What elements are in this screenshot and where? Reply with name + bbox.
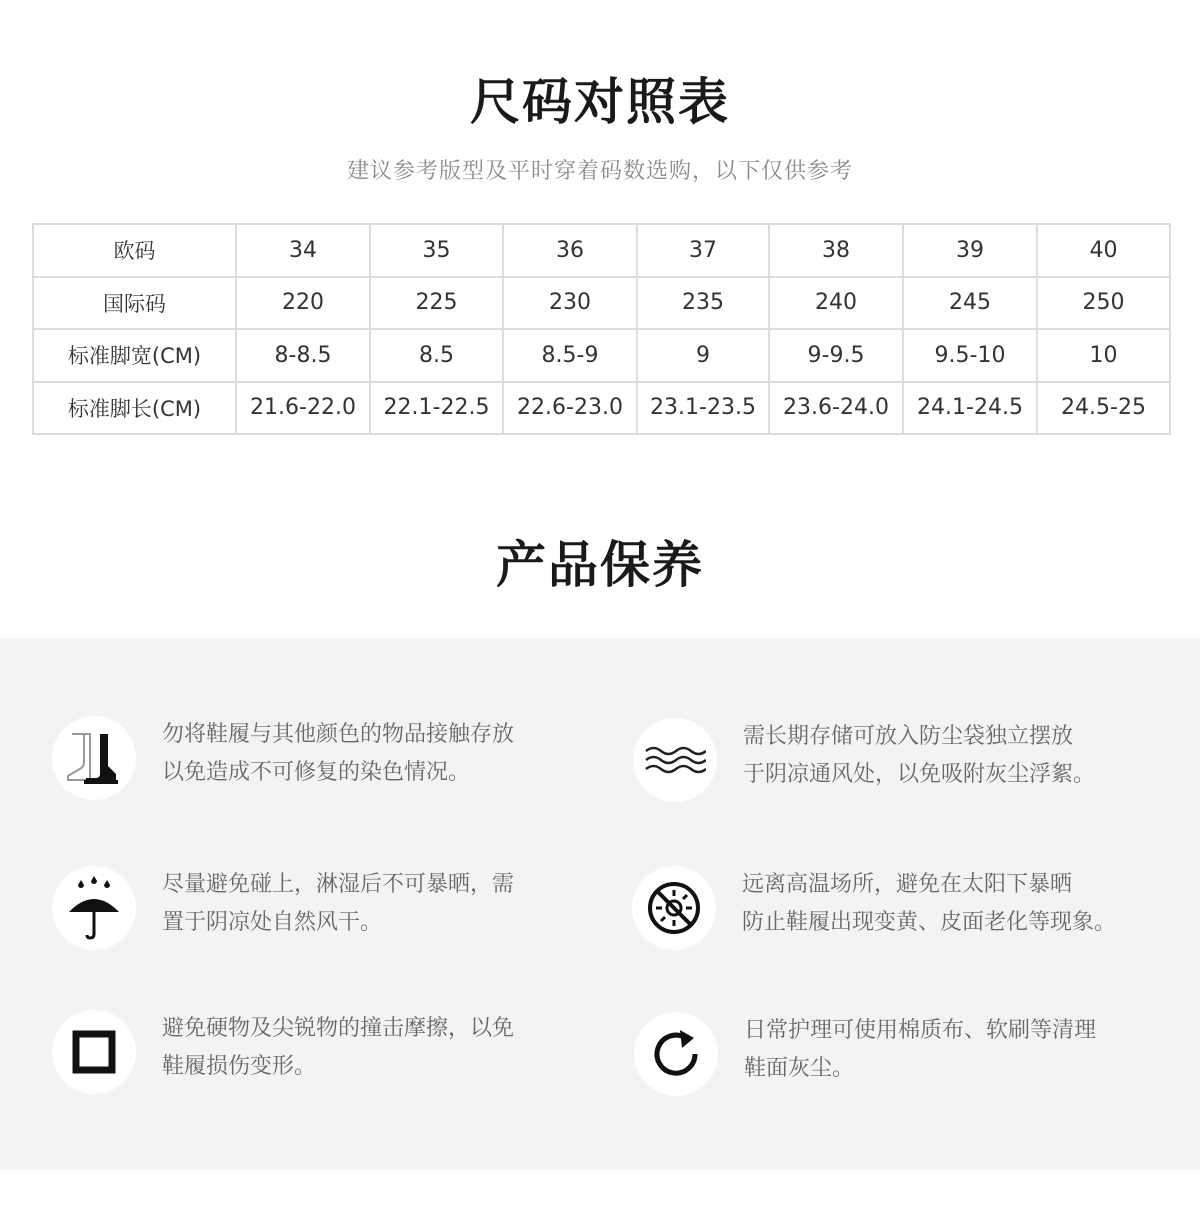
table-cell: 10 xyxy=(1037,329,1170,382)
size-chart-subtitle: 建议参考版型及平时穿着码数选购，以下仅供参考 xyxy=(346,159,853,184)
square-icon xyxy=(52,1010,136,1094)
row-header: 欧码 xyxy=(33,224,236,277)
care-text-line: 避免硬物及尖锐物的撞击摩擦，以免 xyxy=(162,1016,515,1041)
care-text xyxy=(742,866,1192,942)
care-text xyxy=(744,1012,1194,1088)
care-text-line: 需长期存储可放入防尘袋独立摆放 xyxy=(743,724,1074,749)
care-text xyxy=(743,718,1193,794)
table-cell: 8-8.5 xyxy=(236,329,370,382)
care-text-line: 于阴凉通风处，以免吸附灰尘浮絮。 xyxy=(743,762,1096,787)
table-cell: 23.6-24.0 xyxy=(769,382,903,435)
row-header: 标准脚长(CM) xyxy=(33,382,236,435)
table-cell: 38 xyxy=(769,224,903,277)
table-cell: 21.6-22.0 xyxy=(236,382,370,435)
no-sun-icon xyxy=(632,866,716,950)
care-item xyxy=(52,1010,612,1110)
table-cell: 9.5-10 xyxy=(903,329,1037,382)
refresh-icon xyxy=(634,1012,718,1096)
care-text-line: 日常护理可使用棉质布、软刷等清理 xyxy=(744,1018,1097,1043)
table-cell: 235 xyxy=(637,277,769,330)
row-header: 标准脚宽(CM) xyxy=(33,329,236,382)
boots-icon xyxy=(52,716,136,800)
table-row-eu-size xyxy=(33,224,1170,277)
care-text xyxy=(162,716,612,792)
care-text-line: 以免造成不可修复的染色情况。 xyxy=(162,760,471,785)
table-cell: 230 xyxy=(503,277,637,330)
table-cell: 39 xyxy=(903,224,1037,277)
table-cell: 8.5 xyxy=(370,329,503,382)
care-text-line: 置于阴凉处自然风干。 xyxy=(162,910,383,935)
care-text-line: 远离高温场所，避免在太阳下暴晒 xyxy=(742,872,1073,897)
table-cell: 9-9.5 xyxy=(769,329,903,382)
care-text xyxy=(162,1010,612,1086)
waves-icon xyxy=(633,718,717,802)
table-cell: 23.1-23.5 xyxy=(637,382,769,435)
table-cell: 40 xyxy=(1037,224,1170,277)
table-cell: 37 xyxy=(637,224,769,277)
table-cell: 24.1-24.5 xyxy=(903,382,1037,435)
care-text-line: 尽量避免碰上，淋湿后不可暴晒，需 xyxy=(162,872,515,897)
table-cell: 22.1-22.5 xyxy=(370,382,503,435)
table-cell: 8.5-9 xyxy=(503,329,637,382)
table-cell: 240 xyxy=(769,277,903,330)
table-row-foot-length xyxy=(33,382,1170,435)
care-item xyxy=(632,866,1192,966)
table-cell: 225 xyxy=(370,277,503,330)
table-cell: 35 xyxy=(370,224,503,277)
table-cell: 34 xyxy=(236,224,370,277)
table-cell: 9 xyxy=(637,329,769,382)
table-cell: 220 xyxy=(236,277,370,330)
table-cell: 250 xyxy=(1037,277,1170,330)
table-cell: 24.5-25 xyxy=(1037,382,1170,435)
care-section-title: 产品保养 xyxy=(496,536,704,594)
care-text-line: 勿将鞋履与其他颜色的物品接触存放 xyxy=(162,722,515,747)
care-text xyxy=(162,866,612,942)
umbrella-rain-icon xyxy=(52,866,136,950)
care-item xyxy=(52,866,612,966)
care-item xyxy=(633,718,1193,818)
size-chart-table xyxy=(32,223,1171,435)
row-header: 国际码 xyxy=(33,277,236,330)
care-text-line: 鞋履损伤变形。 xyxy=(162,1054,317,1079)
size-chart-title: 尺码对照表 xyxy=(470,73,730,131)
care-item xyxy=(634,1012,1194,1112)
care-panel xyxy=(0,638,1200,1170)
table-row-foot-width xyxy=(33,329,1170,382)
care-text-line: 鞋面灰尘。 xyxy=(744,1056,855,1081)
table-cell: 245 xyxy=(903,277,1037,330)
care-item xyxy=(52,716,612,816)
table-cell: 22.6-23.0 xyxy=(503,382,637,435)
table-row-intl-size xyxy=(33,277,1170,330)
table-cell: 36 xyxy=(503,224,637,277)
care-text-line: 防止鞋履出现变黄、皮面老化等现象。 xyxy=(742,910,1117,935)
